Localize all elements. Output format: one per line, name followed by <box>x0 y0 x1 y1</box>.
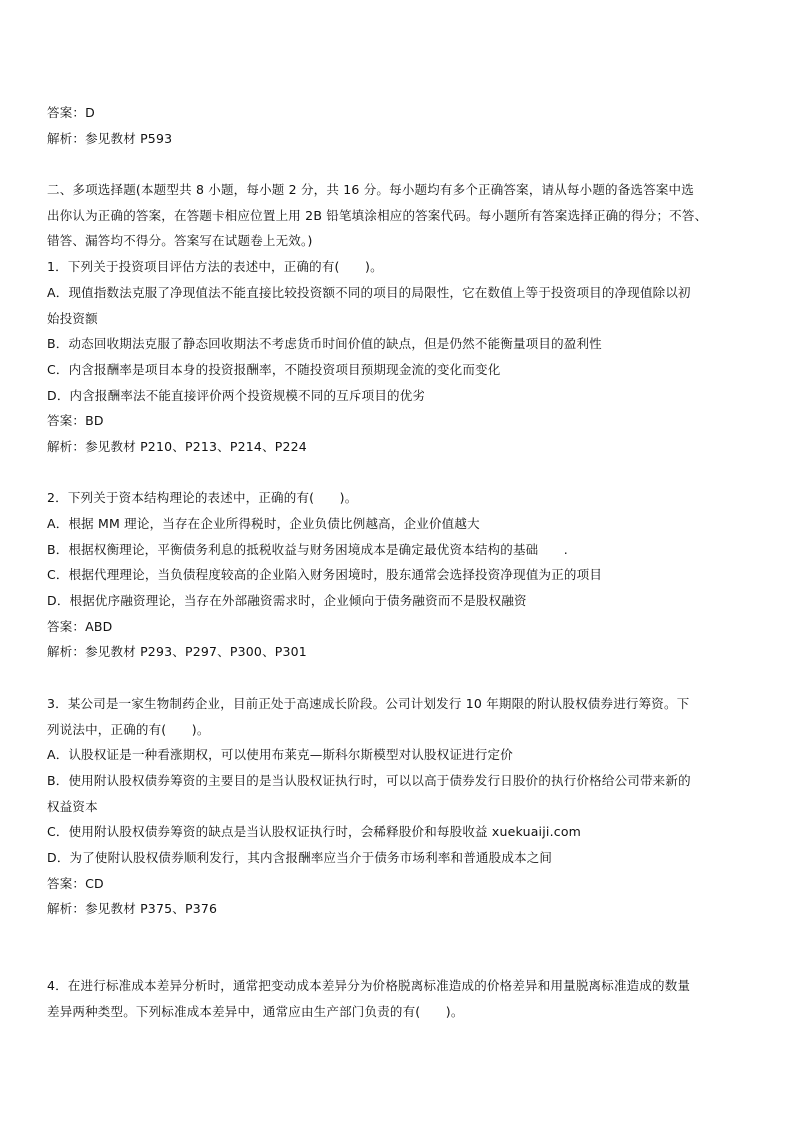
analysis: 解析：参见教材 P210、P213、P214、P224 <box>47 438 307 454</box>
option-d: D．为了使附认股权债券顺利发行，其内含报酬率应当介于债务市场利率和普通股成本之间 <box>47 849 553 865</box>
option-b: B．根据权衡理论，平衡债务利息的抵税收益与财务困境成本是确定最优资本结构的基础 . <box>47 541 568 557</box>
option-a: A．认股权证是一种看涨期权，可以使用布莱克—斯科尔斯模型对认股权证进行定价 <box>47 747 513 763</box>
question-stem: 2．下列关于资本结构理论的表述中，正确的有( )。 <box>47 490 358 506</box>
analysis: 解析：参见教材 P375、P376 <box>47 901 218 917</box>
option-d: D．内含报酬率法不能直接评价两个投资规模不同的互斥项目的优劣 <box>47 387 426 403</box>
question-1 <box>47 254 767 460</box>
question-stem: 3．某公司是一家生物制药企业，目前正处于高速成长阶段。公司计划发行 10 年期限的附认股权债券进行筹资。下 <box>47 695 690 711</box>
option-d: D．根据优序融资理论，当存在外部融资需求时，企业倾向于债务融资而不是股权融资 <box>47 593 527 609</box>
option-c: C．根据代理理论，当负债程度较高的企业陷入财务困境时，股东通常会选择投资净现值为正的项目 <box>47 567 603 583</box>
option-a: A．现值指数法克服了净现值法不能直接比较投资额不同的项目的局限性，它在数值上等于投资项目的净现值除以初 <box>47 284 691 300</box>
question-4 <box>47 973 767 1024</box>
option-c: C．内含报酬率是项目本身的投资报酬率，不随投资项目预期现金流的变化而变化 <box>47 361 501 377</box>
answer: 答案：BD <box>47 413 104 429</box>
section-instructions <box>47 177 767 254</box>
question-stem-cont: 差异两种类型。下列标准成本差异中，通常应由生产部门负责的有( )。 <box>47 1004 464 1020</box>
question-2 <box>47 485 767 665</box>
question-stem: 4．在进行标准成本差异分析时，通常把变动成本差异分为价格脱离标准造成的价格差异和用量脱离标准造成的数量 <box>47 978 691 994</box>
question-3 <box>47 691 767 922</box>
section-line: 错答、漏答均不得分。答案写在试题卷上无效。) <box>47 233 313 249</box>
analysis: 解析：参见教材 P293、P297、P300、P301 <box>47 644 307 660</box>
question-stem: 1．下列关于投资项目评估方法的表述中，正确的有( )。 <box>47 259 383 275</box>
option-a: A．根据 MM 理论，当存在企业所得税时，企业负债比例越高，企业价值越大 <box>47 516 480 531</box>
section-line: 二、多项选择题(本题型共 8 小题，每小题 2 分，共 16 分。每小题均有多个正确答案，请从每小题的备选答案中选 <box>47 182 694 198</box>
option-b-cont: 权益资本 <box>47 798 98 814</box>
answer: 答案：ABD <box>47 618 113 634</box>
answer: 答案：CD <box>47 875 104 891</box>
prev-answer: 答案：D <box>47 105 95 120</box>
option-b: B．动态回收期法克服了静态回收期法不考虑货币时间价值的缺点，但是仍然不能衡量项目的盈利性 <box>47 336 602 352</box>
option-c: C．使用附认股权债券筹资的缺点是当认股权证执行时，会稀释股价和每股收益 xuekuaiji.com <box>47 824 582 840</box>
prev-analysis: 解析：参见教材 P593 <box>47 130 173 146</box>
section-line: 出你认为正确的答案，在答题卡相应位置上用 2B 铅笔填涂相应的答案代码。每小题所有答案选择正确的得分；不答、 <box>47 207 708 223</box>
option-b: B．使用附认股权债券筹资的主要目的是当认股权证执行时，可以以高于债券发行日股价的执行价格给公司带来新的 <box>47 772 691 788</box>
document-page <box>47 100 767 1025</box>
question-stem-cont: 列说法中，正确的有( )。 <box>47 721 210 737</box>
option-a-cont: 始投资额 <box>47 310 98 326</box>
